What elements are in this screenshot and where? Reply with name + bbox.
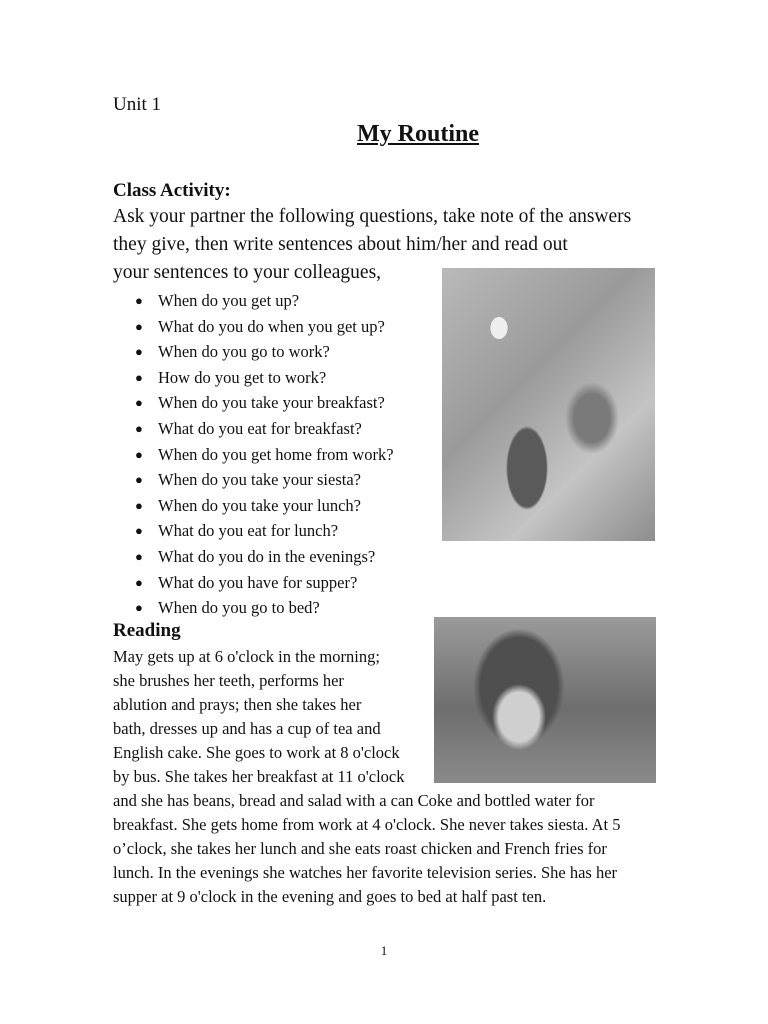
question-list	[130, 288, 394, 621]
bullet-icon: ●	[135, 523, 143, 539]
bullet-icon: ●	[135, 395, 143, 411]
question-item: ● When do you take your lunch?	[130, 493, 394, 519]
reading-line: and she has beans, bread and salad with a can Coke and bottled water for	[113, 791, 595, 810]
bullet-icon: ●	[135, 472, 143, 488]
page-title: My Routine	[357, 121, 479, 147]
reading-line: breakfast. She gets home from work at 4 o'clock. She never takes siesta. At 5	[113, 815, 621, 834]
bullet-icon: ●	[135, 600, 143, 616]
question-item: ● When do you get home from work?	[130, 442, 394, 468]
reading-heading: Reading	[113, 620, 181, 641]
question-item: ● What do you eat for lunch?	[130, 518, 394, 544]
reading-line: she brushes her teeth, performs her	[113, 671, 344, 690]
class-activity-intro-line: they give, then write sentences about him/her and read out	[113, 234, 568, 255]
reading-line: English cake. She goes to work at 8 o'clock	[113, 743, 400, 762]
question-item: ● What do you eat for breakfast?	[130, 416, 394, 442]
bullet-icon: ●	[135, 369, 143, 385]
question-item: ● When do you go to bed?	[130, 595, 394, 621]
question-item: ● When do you take your siesta?	[130, 467, 394, 493]
photo-woman-headscarf	[434, 617, 656, 783]
question-item: ● What do you have for supper?	[130, 570, 394, 596]
class-activity-heading: Class Activity:	[113, 180, 231, 201]
bullet-icon: ●	[135, 574, 143, 590]
bullet-icon: ●	[135, 344, 143, 360]
question-item: ● When do you get up?	[130, 288, 394, 314]
question-item: ● When do you go to work?	[130, 339, 394, 365]
reading-line: bath, dresses up and has a cup of tea and	[113, 719, 381, 738]
question-item: ● What do you do in the evenings?	[130, 544, 394, 570]
page-number: 1	[380, 943, 388, 958]
question-item: ● When do you take your breakfast?	[130, 390, 394, 416]
bullet-icon: ●	[135, 420, 143, 436]
bullet-icon: ●	[135, 293, 143, 308]
question-item: ● What do you do when you get up?	[130, 314, 394, 340]
bullet-icon: ●	[135, 318, 143, 334]
reading-line: supper at 9 o'clock in the evening and goes to bed at half past ten.	[113, 887, 547, 906]
reading-line: ablution and prays; then she takes her	[113, 695, 362, 714]
reading-line: lunch. In the evenings she watches her favorite television series. She has her	[113, 863, 618, 882]
bullet-icon: ●	[135, 548, 143, 564]
reading-line: o’clock, she takes her lunch and she eats roast chicken and French fries for	[113, 839, 607, 858]
question-item: ● How do you get to work?	[130, 365, 394, 391]
reading-line: by bus. She takes her breakfast at 11 o'clock	[113, 767, 405, 786]
class-activity-intro-line: Ask your partner the following questions, take note of the answers	[113, 206, 632, 227]
reading-line: May gets up at 6 o'clock in the morning;	[113, 647, 380, 666]
bullet-icon: ●	[135, 497, 143, 513]
photo-woman-car-door	[442, 268, 655, 541]
bullet-icon: ●	[135, 446, 143, 462]
unit-label: Unit 1	[113, 94, 162, 115]
class-activity-intro-line: your sentences to your colleagues,	[113, 262, 382, 283]
